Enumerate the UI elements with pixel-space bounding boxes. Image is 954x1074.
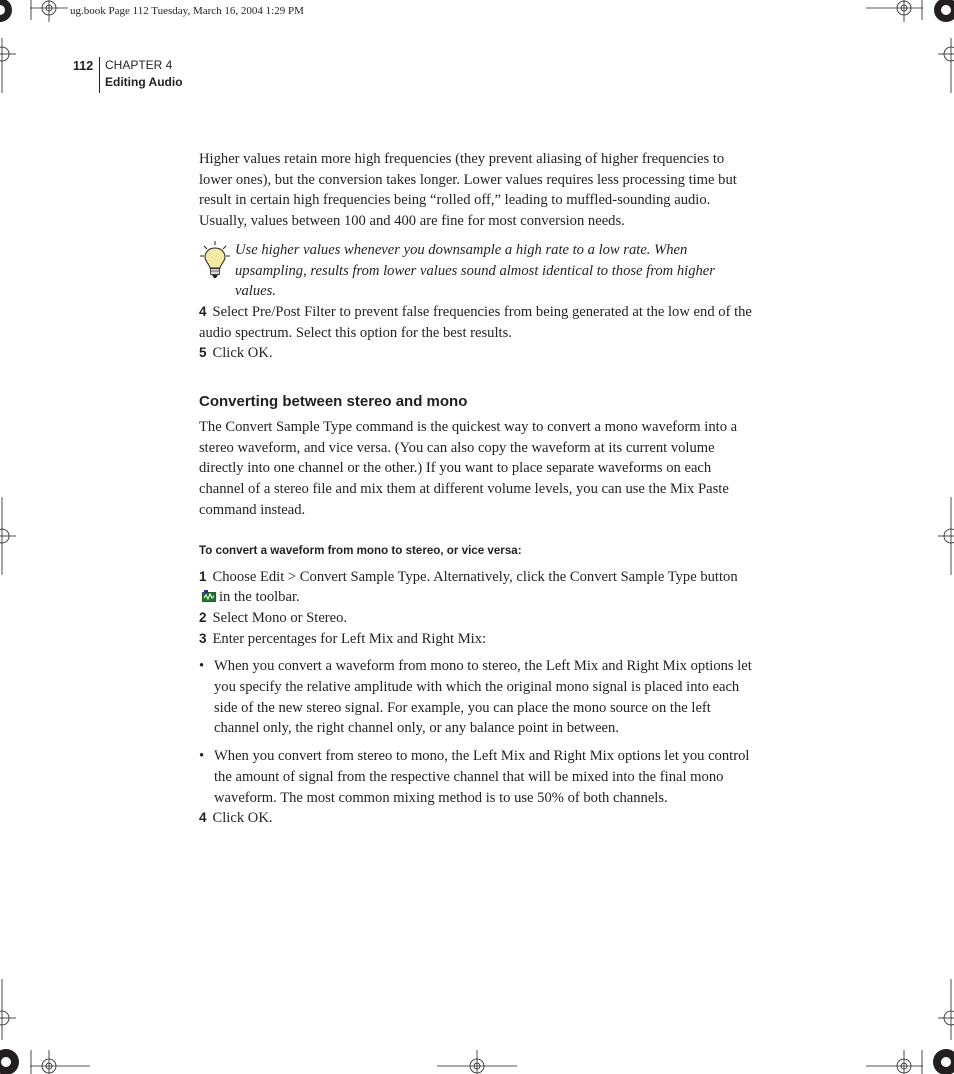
print-slug: ug.book Page 112 Tuesday, March 16, 2004 1:29 PM (70, 5, 304, 17)
list-item (199, 746, 759, 808)
crosshair-registration-icon (0, 38, 16, 93)
procedure-heading: To convert a waveform from mono to stereo, or vice versa: (199, 543, 522, 557)
step-number: 5 (199, 345, 207, 361)
convert-sample-type-icon (202, 588, 216, 601)
step-text: Select Mono or Stereo. (212, 609, 348, 626)
chapter-label: CHAPTER 4 (105, 58, 173, 72)
step-1-convert (199, 567, 759, 608)
step-text: Select Pre/Post Filter to prevent false frequencies from being generated at the low end of the audio spectrum. Select this option for the best results. (199, 303, 752, 341)
crosshair-registration-icon (866, 0, 923, 22)
step-text: Click OK. (212, 345, 273, 362)
step-4-ok (199, 808, 759, 829)
crosshair-registration-icon (30, 1050, 90, 1074)
intro-paragraph: Higher values retain more high frequencies (they prevent aliasing of higher frequencies to lower ones), but the conversion takes longer. Lower values requires less processing time but result in certain high frequencies being “rolled off,” leading to muffled-sounding audio. Usually, values between 100 and 400 are fine for most conversion needs. (199, 151, 737, 230)
step-text: Choose Edit > Convert Sample Type. Alternatively, click the Convert Sample Type button (212, 568, 738, 585)
header-divider (99, 57, 100, 93)
crosshair-registration-icon (938, 979, 954, 1040)
starburst-registration-icon (934, 0, 954, 22)
lightbulb-icon (199, 240, 235, 280)
step-text: Enter percentages for Left Mix and Right Mix: (212, 630, 487, 647)
crosshair-registration-icon (437, 1050, 517, 1074)
step-number: 3 (199, 630, 207, 646)
section-heading: Converting between stereo and mono (199, 393, 468, 411)
step-number: 1 (199, 568, 207, 584)
starburst-registration-icon (0, 0, 12, 22)
page-number: 112 (73, 59, 94, 73)
list-item (199, 656, 759, 739)
crosshair-registration-icon (938, 38, 954, 93)
crosshair-registration-icon (866, 1050, 923, 1074)
crosshair-registration-icon (0, 497, 16, 575)
step-number: 4 (199, 810, 207, 826)
step-text-after: in the toolbar. (219, 589, 300, 606)
crosshair-registration-icon (938, 497, 954, 575)
step-number: 4 (199, 303, 207, 319)
step-2-select (199, 608, 759, 629)
step-number: 2 (199, 609, 207, 625)
step-4-filter (199, 302, 759, 343)
section-paragraph: The Convert Sample Type command is the quickest way to convert a mono waveform into a stereo waveform, and vice versa. (You can also copy the waveform at its current volume directly into one channel or the other.) If you want to place separate waveforms on each channel of a stereo file and mix them at different volume levels, you can use the Mix Paste command instead. (199, 419, 738, 518)
starburst-registration-icon (933, 1049, 954, 1074)
step-text: Click OK. (212, 810, 273, 827)
tip-callout (199, 240, 759, 302)
main-content (199, 149, 759, 829)
bullet-text: When you convert from stereo to mono, the Left Mix and Right Mix options let you control the amount of signal from the respective channel that will be mixed into the final mono waveform. The most common mixing method is to use 50% of both channels. (214, 748, 750, 806)
starburst-registration-icon (0, 1049, 19, 1074)
step-5-ok (199, 343, 759, 364)
tip-text: Use higher values whenever you downsample a high rate to a low rate. When upsampling, results from lower values sound almost identical to those from higher values. (235, 241, 715, 300)
step-3-percentages (199, 629, 759, 650)
bullet-mark: • (199, 748, 205, 765)
crosshair-registration-icon (30, 0, 68, 22)
bullet-mark: • (199, 658, 205, 675)
chapter-title: Editing Audio (105, 75, 183, 89)
bullet-text: When you convert a waveform from mono to stereo, the Left Mix and Right Mix options let you specify the relative amplitude with which the original mono signal is placed into each side of the new stereo signal. For example, you can place the mono source on the left channel only, the right channel only, or any balance point in between. (214, 658, 752, 737)
crosshair-registration-icon (0, 979, 16, 1040)
